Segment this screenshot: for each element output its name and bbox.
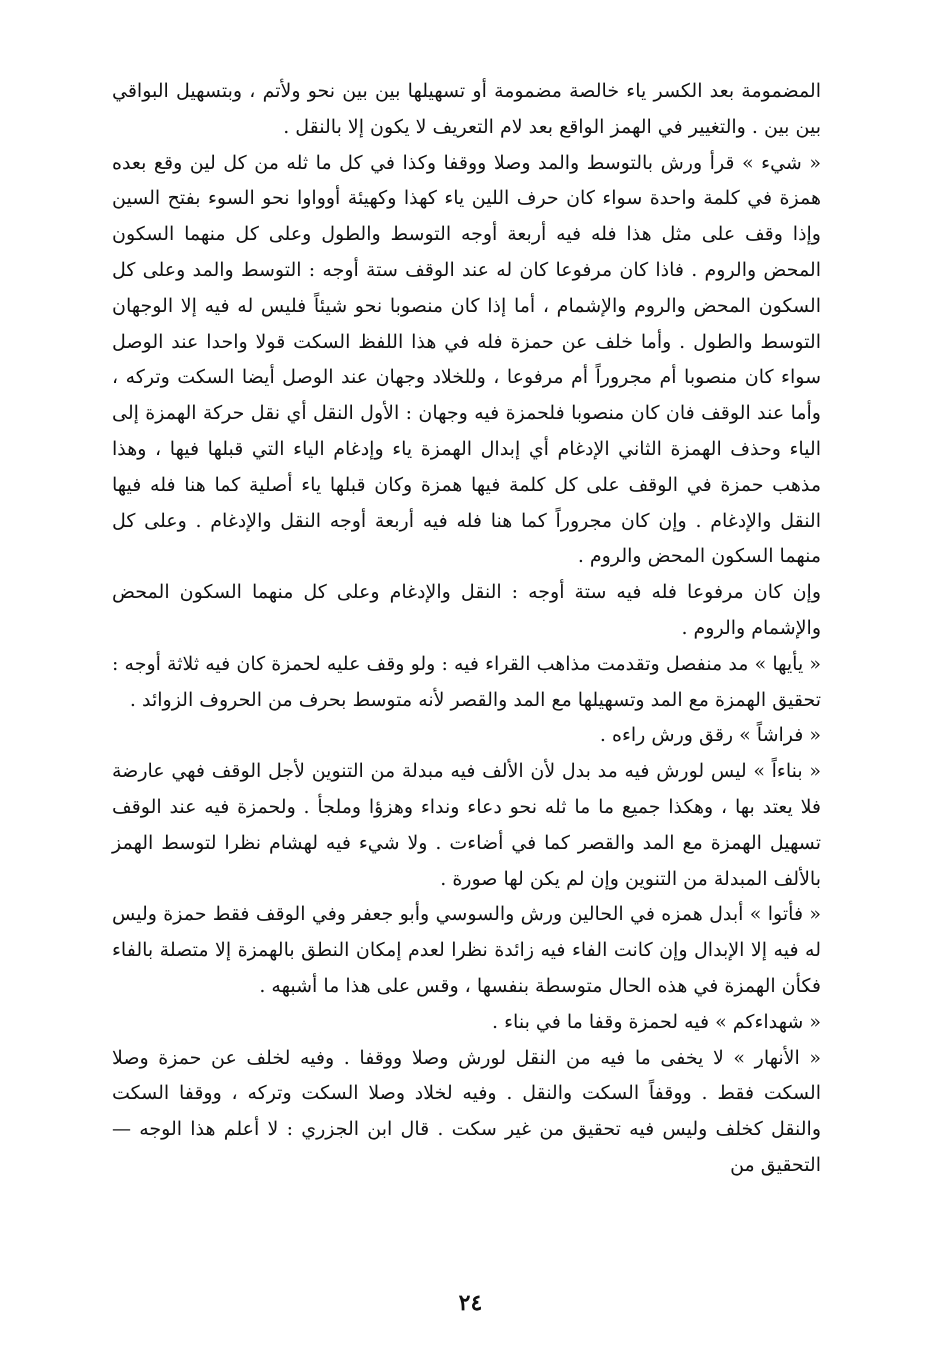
- paragraph-yaayyuha: « يأيها » مد منفصل وتقدمت مذاهب القراء فيه : ولو وقف عليه لحمزة كان فيه ثلاثة أوجه : تحقيق الهمزة مع المد وتسهيلها مع المد والقصر لأنه متوسط بحرف من الحروف الزوائد .: [112, 652, 821, 711]
- paragraph-firashan: « فراشاً » رقق ورش راءه .: [599, 724, 821, 747]
- page-text: [112, 74, 821, 1184]
- paragraph-marfu: وإن كان مرفوعا فله فيه ستة أوجه : النقل والإدغام وعلى كل منهما السكون المحض والإشمام والروم .: [112, 581, 821, 639]
- paragraph-shuhadaakum: « شهداءكم » فيه لحمزة وقفا ما في بناء .: [492, 1010, 821, 1033]
- page-number: ٢٤: [458, 1290, 483, 1316]
- paragraph-fatu: « فأتوا » أبدل همزه في الحالين ورش والسوسي وأبو جعفر وفي الوقف فقط حمزة وليس له فيه إلا الإبدال وإن كانت الفاء فيه زائدة نظرا لعدم إمكان النطق بالهمزة إلا متصلة بالفاء فكأن الهمزة في هذه الحال متوسطة بنفسها ، وقس على هذا ما أشبهه .: [112, 903, 821, 997]
- paragraph-continuation: المضمومة بعد الكسر ياء خالصة مضمومة أو تسهيلها بين بين نحو ولأتم ، وبتسهيل البواقي بين بين . والتغيير في الهمز الواقع بعد لام التعريف لا يكون إلا بالنقل .: [112, 80, 821, 138]
- paragraph-binaan: « بناءاً » ليس لورش فيه مد بدل لأن الألف فيه مبدلة من التنوين لأجل الوقف فهي عارضة فلا يعتد بها ، وهكذا جميع ما ما ثله نحو دعاء ونداء وهزؤا وملجأ . ولحمزة فيه عند الوقف تسهيل الهمزة مع المد والقصر كما في أضاءت . ولا شيء فيه لهشام نظرا لتوسط الهمز بالألف المبدلة من التنوين وإن لم يكن لها صورة .: [112, 760, 821, 890]
- paragraph-alanhar: « الأنهار » لا يخفى ما فيه من النقل لورش وصلا ووقفا . وفيه لخلف عن حمزة وصلا السكت فقط . ووقفاً السكت والنقل . وفيه لخلاد وصلا السكت وتركه ، ووقفا السكت والنقل كخلف وليس فيه تحقيق من غير سكت . قال ابن الجزري : لا أعلم هذا الوجه — التحقيق من: [112, 1046, 821, 1176]
- paragraph-shay: « شيء » قرأ ورش بالتوسط والمد وصلا ووقفا وكذا في كل ما ثله من كل لين وقع بعده همزة في كلمة واحدة سواء كان حرف اللين ياء كهذا وكهيئة أوواوا نحو السوء بفتح السين وإذا وقف على مثل هذا فله فيه أربعة أوجه التوسط والطول وعلى كل منهما السكون المحض والروم . فاذا كان مرفوعا كان له عند الوقف ستة أوجه : التوسط والمد وعلى كل السكون المحض والروم والإشمام ، أما إذا كان منصوبا نحو شيئاً فليس له فيه إلا الوجهان التوسط والطول . وأما خلف عن حمزة فله في هذا اللفظ السكت قولا واحدا عند الوصل سواء كان منصوبا أم مجروراً أم مرفوعا ، وللخلاد وجهان عند الوصل أيضا السكت وتركه ، وأما عند الوقف فان كان منصوبا فلحمزة فيه وجهان : الأول النقل أي نقل حركة الهمزة إلى الياء وحذف الهمزة الثاني الإدغام أي إبدال الهمزة ياء وإدغام الياء التي قبلها فيها ، وهذا مذهب حمزة في الوقف على كل كلمة فيها همزة وكان قبلها ياء أصلية كما هنا فله فيها النقل والإدغام . وإن كان مجروراً كما هنا فله فيه أربعة أوجه النقل والإدغام . وعلى كل منهما السكون المحض والروم .: [112, 151, 821, 568]
